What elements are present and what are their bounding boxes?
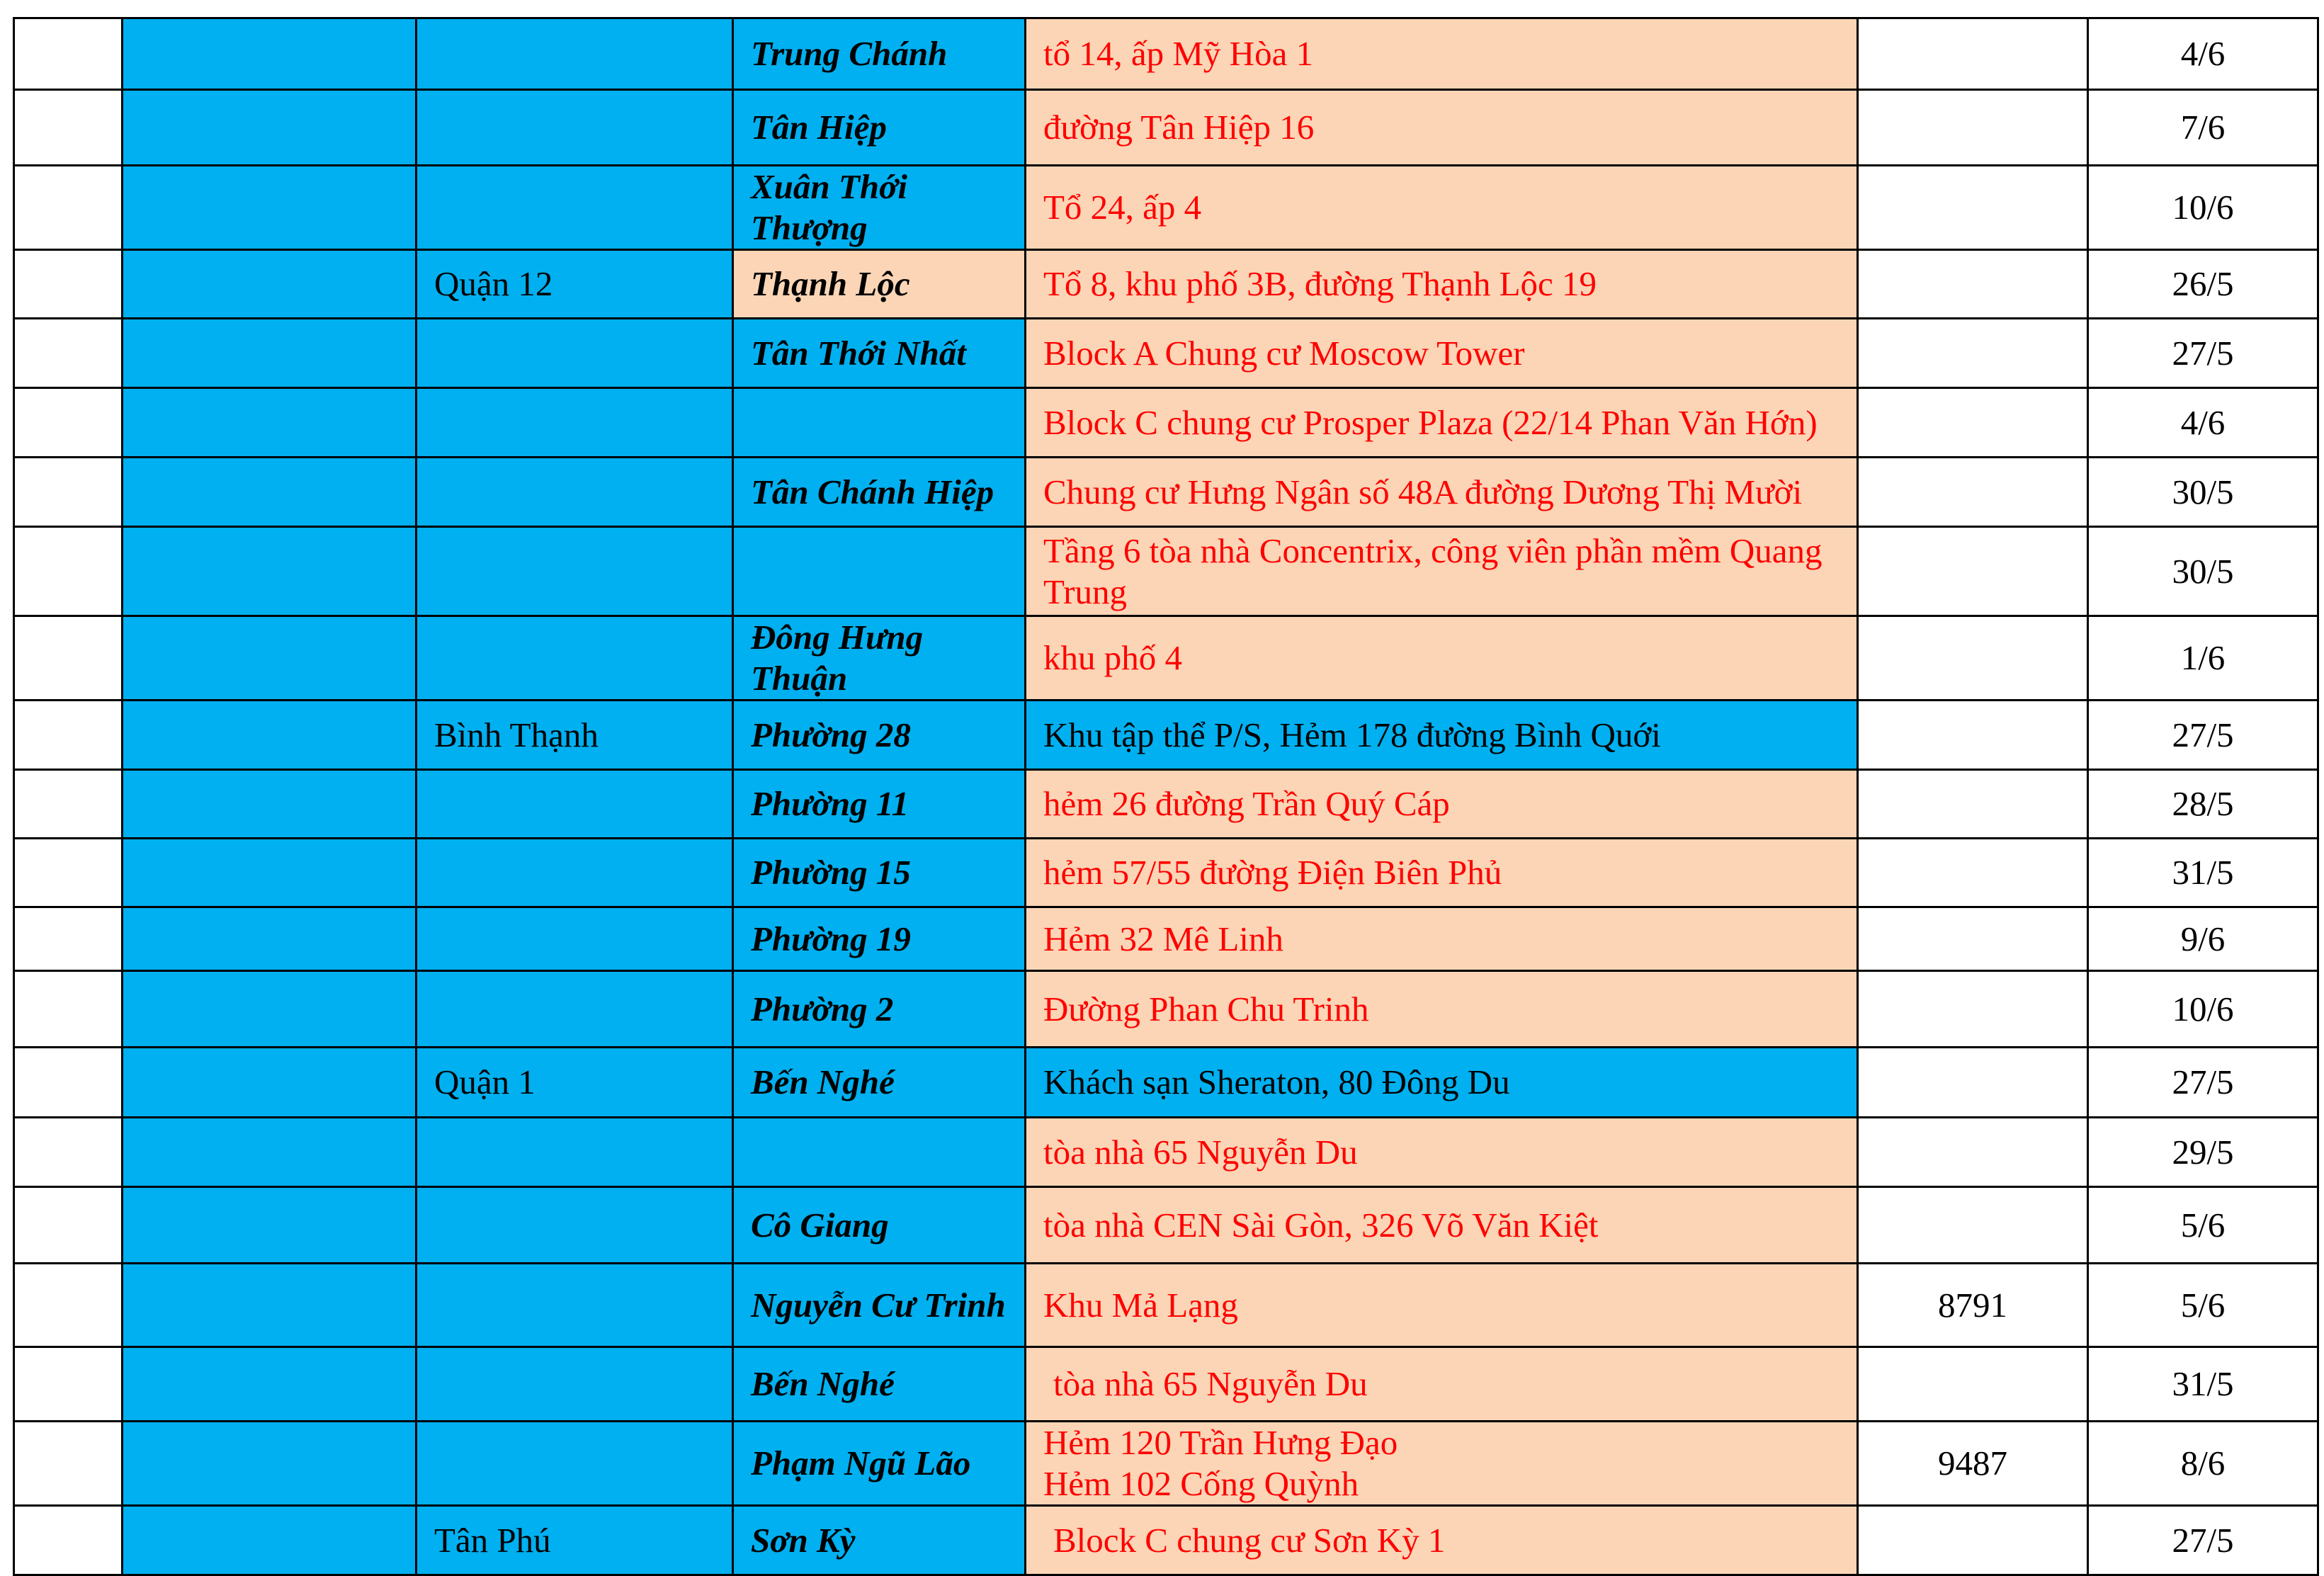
address-line: Block A Chung cư Moscow Tower bbox=[1043, 333, 1525, 373]
number-cell bbox=[1858, 1118, 2088, 1187]
index-cell bbox=[14, 1264, 123, 1347]
date-cell: 28/5 bbox=[2088, 770, 2318, 839]
address-cell bbox=[1026, 770, 1858, 839]
table-row bbox=[14, 907, 2318, 971]
address-line: hẻm 26 đường Trần Quý Cáp bbox=[1043, 784, 1450, 823]
index-cell bbox=[14, 250, 123, 319]
region-cell bbox=[123, 166, 416, 250]
ward-cell: Phạm Ngũ Lão bbox=[733, 1422, 1026, 1506]
table-row bbox=[14, 770, 2318, 839]
table-row bbox=[14, 1422, 2318, 1506]
region-cell bbox=[123, 1187, 416, 1264]
ward-cell: Trung Chánh bbox=[733, 18, 1026, 90]
index-cell bbox=[14, 1048, 123, 1118]
index-cell bbox=[14, 319, 123, 388]
address-cell bbox=[1026, 1118, 1858, 1187]
date-cell: 8/6 bbox=[2088, 1422, 2318, 1506]
table-row bbox=[14, 1048, 2318, 1118]
district-cell: Tân Phú bbox=[416, 1506, 733, 1575]
index-cell bbox=[14, 770, 123, 839]
number-cell: 8791 bbox=[1858, 1264, 2088, 1347]
region-cell bbox=[123, 319, 416, 388]
number-cell bbox=[1858, 701, 2088, 770]
region-cell bbox=[123, 1347, 416, 1422]
table-row bbox=[14, 319, 2318, 388]
date-cell: 30/5 bbox=[2088, 527, 2318, 616]
address-cell bbox=[1026, 1048, 1858, 1118]
ward-cell bbox=[733, 1118, 1026, 1187]
date-cell: 10/6 bbox=[2088, 971, 2318, 1048]
number-cell bbox=[1858, 1187, 2088, 1264]
number-cell bbox=[1858, 527, 2088, 616]
number-cell bbox=[1858, 616, 2088, 701]
address-cell bbox=[1026, 907, 1858, 971]
region-cell bbox=[123, 907, 416, 971]
district-cell bbox=[416, 527, 733, 616]
date-cell: 27/5 bbox=[2088, 1506, 2318, 1575]
address-cell bbox=[1026, 1347, 1858, 1422]
ward-cell: Đông Hưng Thuận bbox=[733, 616, 1026, 701]
address-line: Khu Mả Lạng bbox=[1043, 1285, 1238, 1325]
table-row bbox=[14, 458, 2318, 527]
number-cell: 9487 bbox=[1858, 1422, 2088, 1506]
ward-cell: Thạnh Lộc bbox=[733, 250, 1026, 319]
address-line: Chung cư Hưng Ngân số 48A đường Dương Thị Mười bbox=[1043, 472, 1803, 511]
number-cell bbox=[1858, 90, 2088, 166]
ward-cell: Bến Nghé bbox=[733, 1048, 1026, 1118]
table-row bbox=[14, 1264, 2318, 1347]
region-cell bbox=[123, 1422, 416, 1506]
table-row bbox=[14, 1187, 2318, 1264]
date-cell: 10/6 bbox=[2088, 166, 2318, 250]
number-cell bbox=[1858, 250, 2088, 319]
number-cell bbox=[1858, 1048, 2088, 1118]
index-cell bbox=[14, 388, 123, 458]
district-cell bbox=[416, 1187, 733, 1264]
ward-cell: Xuân Thới Thượng bbox=[733, 166, 1026, 250]
index-cell bbox=[14, 1118, 123, 1187]
address-cell bbox=[1026, 166, 1858, 250]
date-cell: 4/6 bbox=[2088, 388, 2318, 458]
number-cell bbox=[1858, 458, 2088, 527]
date-cell: 31/5 bbox=[2088, 839, 2318, 907]
index-cell bbox=[14, 971, 123, 1048]
table-row bbox=[14, 839, 2318, 907]
number-cell bbox=[1858, 1347, 2088, 1422]
region-cell bbox=[123, 971, 416, 1048]
ward-cell: Phường 19 bbox=[733, 907, 1026, 971]
number-cell bbox=[1858, 839, 2088, 907]
address-cell bbox=[1026, 1264, 1858, 1347]
region-cell bbox=[123, 18, 416, 90]
address-cell bbox=[1026, 458, 1858, 527]
district-cell bbox=[416, 18, 733, 90]
district-cell bbox=[416, 1347, 733, 1422]
district-cell bbox=[416, 1422, 733, 1506]
address-cell bbox=[1026, 527, 1858, 616]
date-cell: 27/5 bbox=[2088, 1048, 2318, 1118]
district-cell bbox=[416, 907, 733, 971]
date-cell: 1/6 bbox=[2088, 616, 2318, 701]
number-cell bbox=[1858, 166, 2088, 250]
region-cell bbox=[123, 250, 416, 319]
address-line: tòa nhà 65 Nguyễn Du bbox=[1053, 1364, 1368, 1403]
region-cell bbox=[123, 90, 416, 166]
address-line: Block C chung cư Sơn Kỳ 1 bbox=[1053, 1520, 1446, 1560]
index-cell bbox=[14, 527, 123, 616]
table-row bbox=[14, 18, 2318, 90]
address-line: hẻm 57/55 đường Điện Biên Phủ bbox=[1043, 853, 1502, 892]
table-row bbox=[14, 90, 2318, 166]
index-cell bbox=[14, 166, 123, 250]
region-cell bbox=[123, 1118, 416, 1187]
number-cell bbox=[1858, 18, 2088, 90]
address-cell bbox=[1026, 701, 1858, 770]
district-cell bbox=[416, 971, 733, 1048]
region-cell bbox=[123, 1264, 416, 1347]
ward-cell: Cô Giang bbox=[733, 1187, 1026, 1264]
index-cell bbox=[14, 839, 123, 907]
address-line: tòa nhà CEN Sài Gòn, 326 Võ Văn Kiệt bbox=[1043, 1205, 1599, 1245]
region-cell bbox=[123, 701, 416, 770]
table-body bbox=[14, 18, 2318, 1575]
number-cell bbox=[1858, 971, 2088, 1048]
region-cell bbox=[123, 388, 416, 458]
ward-cell: Tân Thới Nhất bbox=[733, 319, 1026, 388]
table-row bbox=[14, 1347, 2318, 1422]
date-cell: 4/6 bbox=[2088, 18, 2318, 90]
region-cell bbox=[123, 616, 416, 701]
index-cell bbox=[14, 616, 123, 701]
ward-cell: Phường 2 bbox=[733, 971, 1026, 1048]
district-cell: Bình Thạnh bbox=[416, 701, 733, 770]
region-cell bbox=[123, 770, 416, 839]
ward-cell: Bến Nghé bbox=[733, 1347, 1026, 1422]
address-line: Hẻm 32 Mê Linh bbox=[1043, 919, 1283, 958]
date-cell: 29/5 bbox=[2088, 1118, 2318, 1187]
address-line: Tổ 8, khu phố 3B, đường Thạnh Lộc 19 bbox=[1043, 264, 1597, 303]
number-cell bbox=[1858, 770, 2088, 839]
district-cell bbox=[416, 458, 733, 527]
address-line: Hẻm 102 Cống Quỳnh bbox=[1043, 1464, 1359, 1503]
address-line: Khu tập thể P/S, Hẻm 178 đường Bình Quới bbox=[1043, 715, 1661, 754]
address-cell bbox=[1026, 18, 1858, 90]
address-cell bbox=[1026, 971, 1858, 1048]
schedule-table bbox=[13, 17, 2319, 1576]
table-row bbox=[14, 971, 2318, 1048]
district-cell bbox=[416, 319, 733, 388]
address-line: Đường Phan Chu Trinh bbox=[1043, 989, 1369, 1028]
date-cell: 30/5 bbox=[2088, 458, 2318, 527]
district-cell bbox=[416, 1264, 733, 1347]
district-cell bbox=[416, 166, 733, 250]
district-cell bbox=[416, 839, 733, 907]
address-cell bbox=[1026, 1506, 1858, 1575]
address-line: Khách sạn Sheraton, 80 Đông Du bbox=[1043, 1062, 1510, 1101]
address-line: Hẻm 120 Trần Hưng Đạo bbox=[1043, 1423, 1398, 1462]
date-cell: 7/6 bbox=[2088, 90, 2318, 166]
table-row bbox=[14, 166, 2318, 250]
ward-cell bbox=[733, 388, 1026, 458]
address-cell bbox=[1026, 319, 1858, 388]
date-cell: 5/6 bbox=[2088, 1264, 2318, 1347]
address-cell bbox=[1026, 839, 1858, 907]
region-cell bbox=[123, 839, 416, 907]
address-cell bbox=[1026, 1187, 1858, 1264]
ward-cell bbox=[733, 527, 1026, 616]
date-cell: 9/6 bbox=[2088, 907, 2318, 971]
table-row bbox=[14, 1506, 2318, 1575]
date-cell: 5/6 bbox=[2088, 1187, 2318, 1264]
index-cell bbox=[14, 458, 123, 527]
district-cell: Quận 1 bbox=[416, 1048, 733, 1118]
district-cell: Quận 12 bbox=[416, 250, 733, 319]
number-cell bbox=[1858, 1506, 2088, 1575]
index-cell bbox=[14, 90, 123, 166]
address-line: đường Tân Hiệp 16 bbox=[1043, 108, 1315, 147]
date-cell: 27/5 bbox=[2088, 319, 2318, 388]
region-cell bbox=[123, 1048, 416, 1118]
address-cell bbox=[1026, 388, 1858, 458]
number-cell bbox=[1858, 319, 2088, 388]
district-cell bbox=[416, 388, 733, 458]
district-cell bbox=[416, 616, 733, 701]
address-line: tòa nhà 65 Nguyễn Du bbox=[1043, 1132, 1358, 1172]
district-cell bbox=[416, 770, 733, 839]
table-row bbox=[14, 1118, 2318, 1187]
ward-cell: Phường 28 bbox=[733, 701, 1026, 770]
ward-cell: Phường 11 bbox=[733, 770, 1026, 839]
ward-cell: Tân Hiệp bbox=[733, 90, 1026, 166]
district-cell bbox=[416, 90, 733, 166]
address-line: Tổ 24, ấp 4 bbox=[1043, 188, 1202, 227]
district-cell bbox=[416, 1118, 733, 1187]
region-cell bbox=[123, 1506, 416, 1575]
date-cell: 27/5 bbox=[2088, 701, 2318, 770]
ward-cell: Tân Chánh Hiệp bbox=[733, 458, 1026, 527]
number-cell bbox=[1858, 388, 2088, 458]
address-cell bbox=[1026, 250, 1858, 319]
number-cell bbox=[1858, 907, 2088, 971]
region-cell bbox=[123, 458, 416, 527]
address-cell bbox=[1026, 1422, 1858, 1506]
address-line: tổ 14, ấp Mỹ Hòa 1 bbox=[1043, 34, 1314, 73]
ward-cell: Nguyễn Cư Trinh bbox=[733, 1264, 1026, 1347]
date-cell: 31/5 bbox=[2088, 1347, 2318, 1422]
address-line: Tầng 6 tòa nhà Concentrix, công viên phần mềm Quang Trung bbox=[1043, 531, 1823, 611]
address-cell bbox=[1026, 616, 1858, 701]
table-row bbox=[14, 250, 2318, 319]
address-line: Block C chung cư Prosper Plaza (22/14 Phan Văn Hớn) bbox=[1043, 402, 1818, 442]
table-row bbox=[14, 616, 2318, 701]
date-cell: 26/5 bbox=[2088, 250, 2318, 319]
index-cell bbox=[14, 1422, 123, 1506]
ward-cell: Sơn Kỳ bbox=[733, 1506, 1026, 1575]
index-cell bbox=[14, 18, 123, 90]
table-row bbox=[14, 388, 2318, 458]
index-cell bbox=[14, 701, 123, 770]
index-cell bbox=[14, 1506, 123, 1575]
index-cell bbox=[14, 907, 123, 971]
index-cell bbox=[14, 1187, 123, 1264]
index-cell bbox=[14, 1347, 123, 1422]
address-line: khu phố 4 bbox=[1043, 638, 1182, 677]
table-row bbox=[14, 701, 2318, 770]
region-cell bbox=[123, 527, 416, 616]
address-cell bbox=[1026, 90, 1858, 166]
ward-cell: Phường 15 bbox=[733, 839, 1026, 907]
table-row bbox=[14, 527, 2318, 616]
